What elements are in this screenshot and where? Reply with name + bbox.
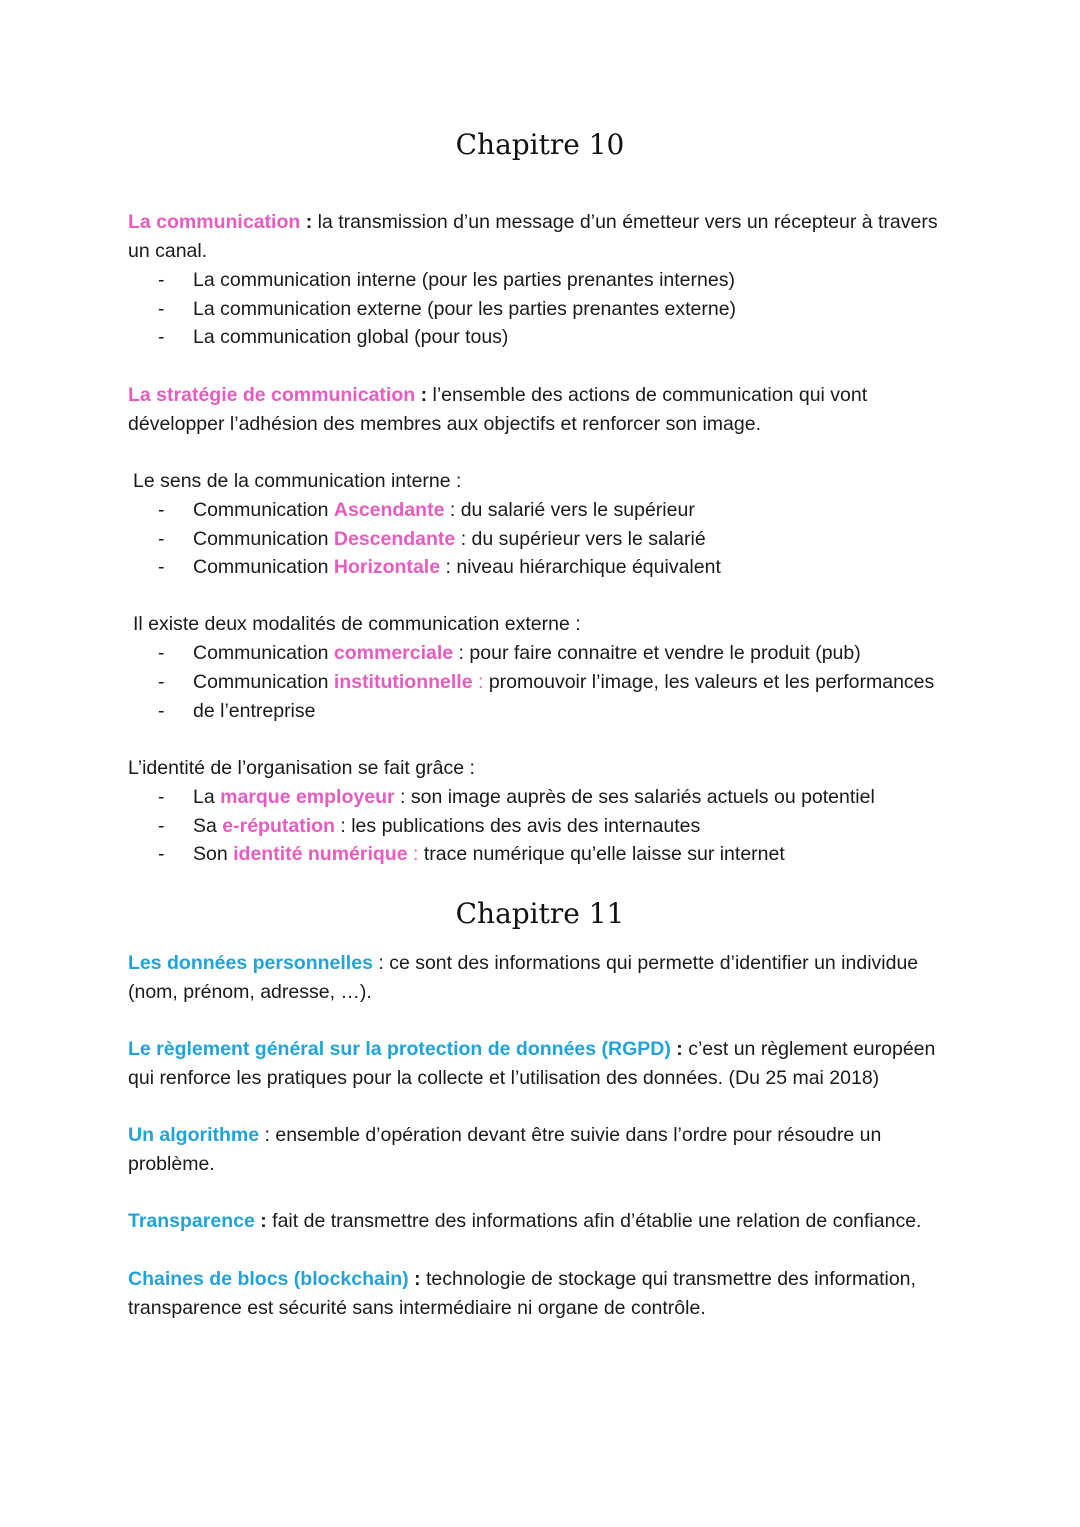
donnees-definition-cont: (nom, prénom, adresse, …). [128, 981, 372, 1003]
chapter-11-title: Chapitre 11 [455, 897, 625, 930]
list-item-cont: - de l’entreprise [193, 697, 1053, 726]
blockchain-definition: Chaines de blocs (blockchain) : technologie de stockage qui transmettre des information, [128, 1268, 916, 1290]
donnees-term: Les données personnelles [128, 952, 373, 974]
list-item: - Communication Horizontale : niveau hiérarchique équivalent [193, 553, 1053, 582]
list-item: - Sa e-réputation : les publications des avis des internautes [193, 812, 1053, 841]
list-item: - La communication interne (pour les parties prenantes internes) [193, 266, 1053, 295]
list-item: - La marque employeur : son image auprès de ses salariés actuels ou potentiel [193, 783, 1053, 812]
communication-definition-cont: un canal. [128, 240, 208, 262]
rgpd-definition-cont: qui renforce les pratiques pour la collecte et l’utilisation des données. (Du 25 mai 2018) [128, 1067, 880, 1089]
rgpd-term: Le règlement général sur la protection de données (RGPD) [128, 1038, 671, 1060]
list-item: - Communication institutionnelle : promouvoir l’image, les valeurs et les performances [193, 668, 1053, 697]
list-item: - Son identité numérique : trace numérique qu’elle laisse sur internet [193, 840, 1053, 869]
sens-intro: Le sens de la communication interne : [133, 470, 462, 492]
algorithme-term: Un algorithme [128, 1124, 260, 1146]
transparence-term: Transparence [128, 1210, 255, 1232]
chapter-10-title: Chapitre 10 [455, 128, 625, 161]
algorithme-definition: Un algorithme : ensemble d’opération devant être suivie dans l’ordre pour résoudre un [128, 1124, 882, 1146]
donnees-definition: Les données personnelles : ce sont des informations qui permette d’identifier un individue [128, 952, 919, 974]
transparence-definition: Transparence : fait de transmettre des informations afin d’établie une relation de confiance. [128, 1210, 922, 1232]
communication-term: La communication [128, 211, 301, 233]
strategie-term: La stratégie de communication [128, 384, 416, 406]
blockchain-definition-cont: transparence est sécurité sans intermédiaire ni organe de contrôle. [128, 1297, 706, 1319]
strategie-definition-cont: développer l’adhésion des membres aux objectifs et renforcer son image. [128, 413, 762, 435]
modalites-intro: Il existe deux modalités de communication externe : [133, 613, 581, 635]
blockchain-term: Chaines de blocs (blockchain) [128, 1268, 409, 1290]
list-item: - Communication Descendante : du supérieur vers le salarié [193, 525, 1053, 554]
list-item: - La communication externe (pour les parties prenantes externe) [193, 295, 1053, 324]
rgpd-definition: Le règlement général sur la protection de données (RGPD) : c’est un règlement européen [128, 1038, 936, 1060]
list-item: - Communication Ascendante : du salarié vers le supérieur [193, 496, 1053, 525]
algorithme-definition-cont: problème. [128, 1153, 215, 1175]
list-item: - Communication commerciale : pour faire connaitre et vendre le produit (pub) [193, 639, 1053, 668]
communication-definition: La communication : la transmission d’un message d’un émetteur vers un récepteur à travers [128, 211, 938, 233]
strategie-definition: La stratégie de communication : l’ensemble des actions de communication qui vont [128, 384, 868, 406]
identite-intro: L’identité de l’organisation se fait grâce : [128, 757, 475, 779]
list-item: - La communication global (pour tous) [193, 323, 1053, 352]
